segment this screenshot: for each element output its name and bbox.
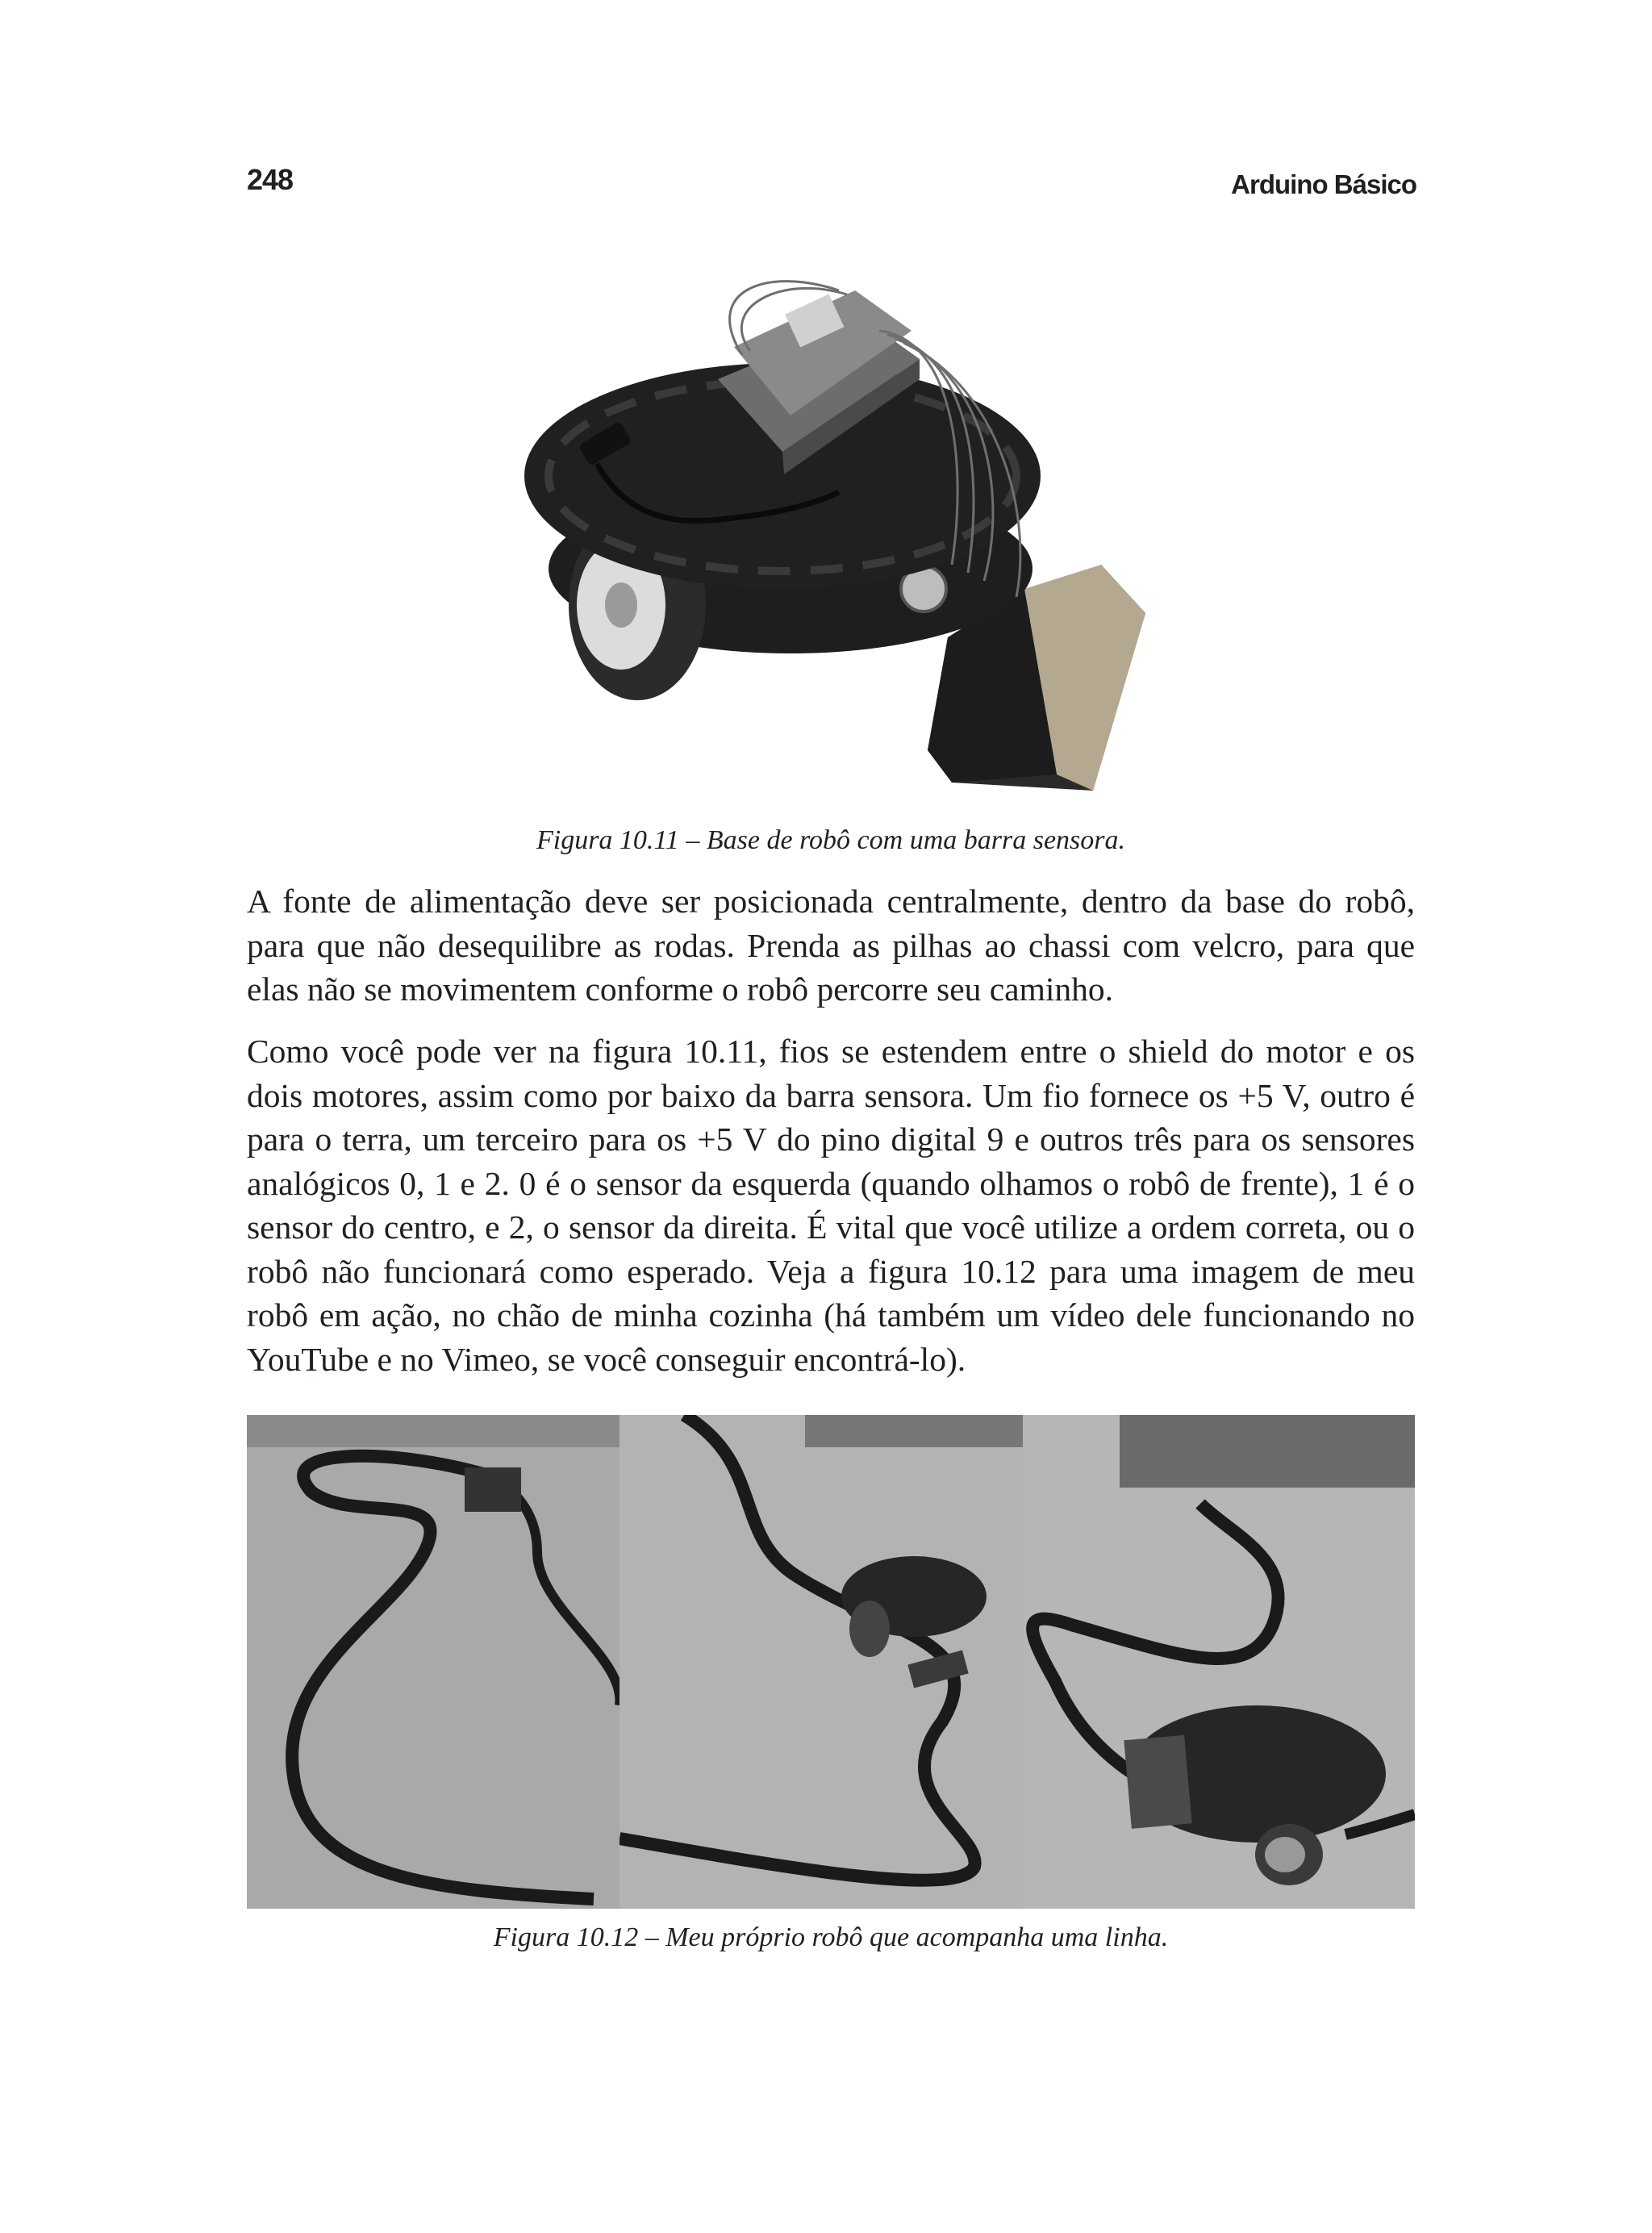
page-number: 248 [247,163,294,196]
paragraph-1: A fonte de alimentação deve ser posicionada centralmente, dentro da base do robô, para que não desequilibre as rodas. Prenda as pilhas ao chassi com velcro, para que elas não se movimentem conforme o robô percorre seu caminho. [247,883,1415,1008]
line-follower-photo-2 [620,1415,1023,1909]
figure-10-11-caption: Figura 10.11 – Base de robô com uma barra sensora. [536,825,1126,855]
line-follower-photo-1 [247,1415,620,1909]
figure-10-12-caption: Figura 10.12 – Meu próprio robô que acompanha uma linha. [493,1922,1169,1952]
line-follower-photo-strip [247,1415,1415,1909]
paragraph-2: Como você pode ver na figura 10.11, fios se estendem entre o shield do motor e os dois motores, assim como por baixo da barra sensora. Um fio fornece os +5 V, outro é para o terra, um terceiro para os +5 V do pino digital 9 e outros três para os sensores analógicos 0, 1 e 2. 0 é o sensor da esquerda (quando olhamos o robô de frente), 1 é o sensor do centro, e 2, o sensor da direita. É vital que você utilize a ordem correta, ou o robô não funcionará como esperado. Veja a figura 10.12 para uma imagem de meu robô em ação, no chão de minha cozinha (há também um vídeo dele funcionando no YouTube e no Vimeo, se você conseguir encontrá-lo). [247,1033,1415,1378]
line-follower-photo-3 [1023,1415,1415,1909]
running-header-title: Arduino Básico [1231,169,1416,199]
robot-base-photo [500,258,1145,811]
